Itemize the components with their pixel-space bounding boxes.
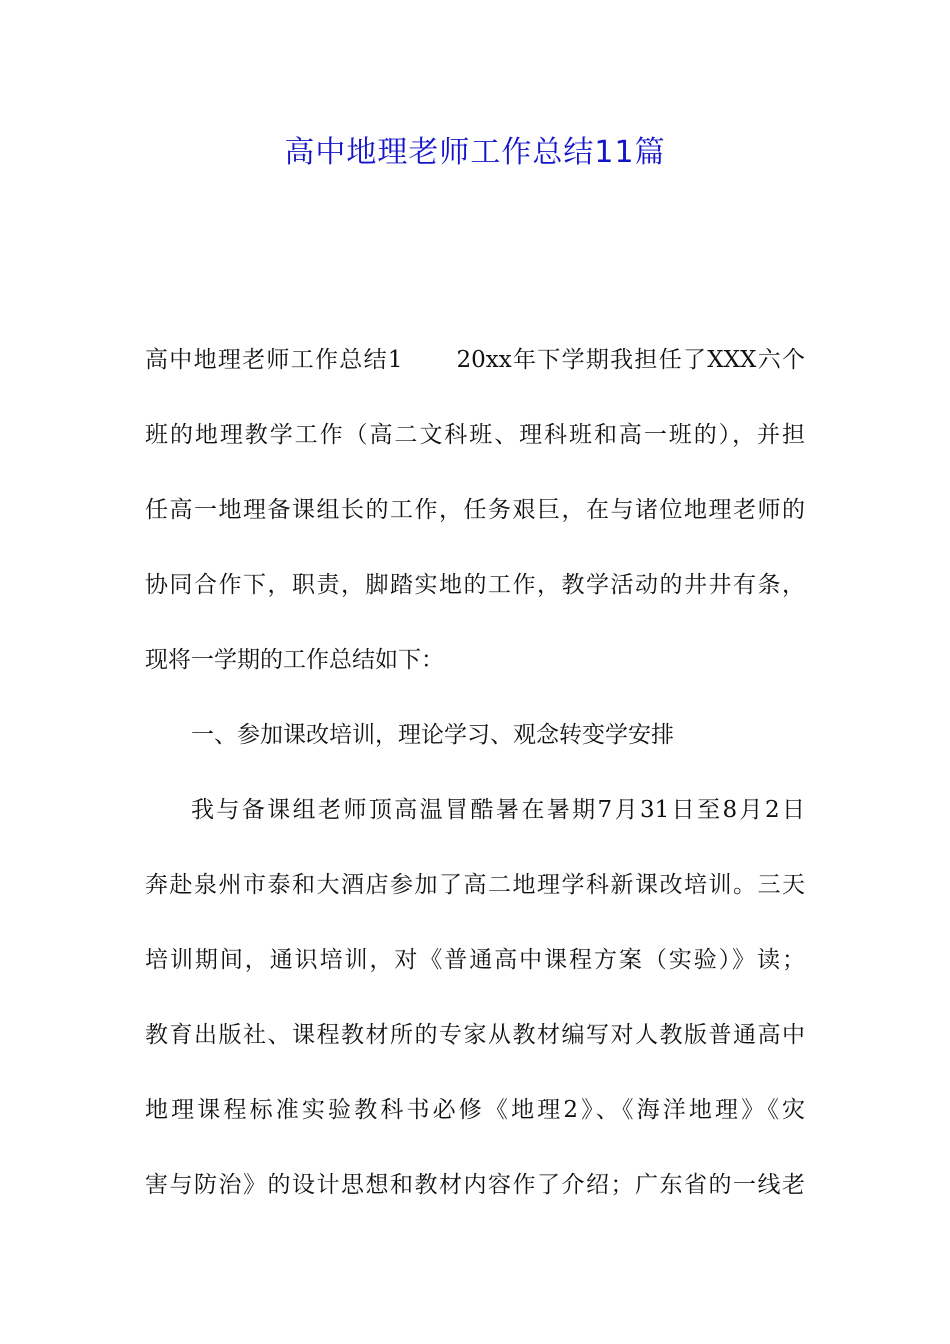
paragraph-text: 20xx年下学期我担任了XXX六个 [456, 347, 805, 373]
paragraph-line: 培训期间，通识培训，对《普通高中课程方案（实验）》读； [145, 947, 805, 973]
paragraph-line: 任高一地理备课组长的工作，任务艰巨，在与诸位地理老师的 [145, 497, 805, 523]
paragraph-line [145, 336, 805, 411]
paragraph-line: 班的地理教学工作（高二文科班、理科班和高一班的），并担 [145, 422, 805, 448]
paragraph-line: 奔赴泉州市泰和大酒店参加了高二地理学科新课改培训。三天 [145, 872, 805, 898]
paragraph-line: 地理课程标准实验教科书必修《地理2》、《海洋地理》《灾 [145, 1097, 805, 1123]
paragraph-line: 协同合作下，职责，脚踏实地的工作，教学活动的井井有条， [145, 572, 805, 598]
section-heading-inline: 高中地理老师工作总结1 [145, 347, 403, 373]
paragraph-line: 害与防治》的设计思想和教材内容作了介绍；广东省的一线老 [145, 1172, 805, 1198]
paragraph-line: 教育出版社、课程教材所的专家从教材编写对人教版普通高中 [145, 1022, 805, 1048]
document-title: 高中地理老师工作总结11篇 [284, 135, 666, 170]
paragraph-line: 我与备课组老师顶高温冒酷暑在暑期7月31日至8月2日 [191, 797, 805, 823]
paragraph-line: 现将一学期的工作总结如下： [145, 647, 444, 673]
document-body [145, 336, 805, 1236]
section-heading: 一、参加课改培训，理论学习、观念转变学安排 [191, 722, 674, 748]
